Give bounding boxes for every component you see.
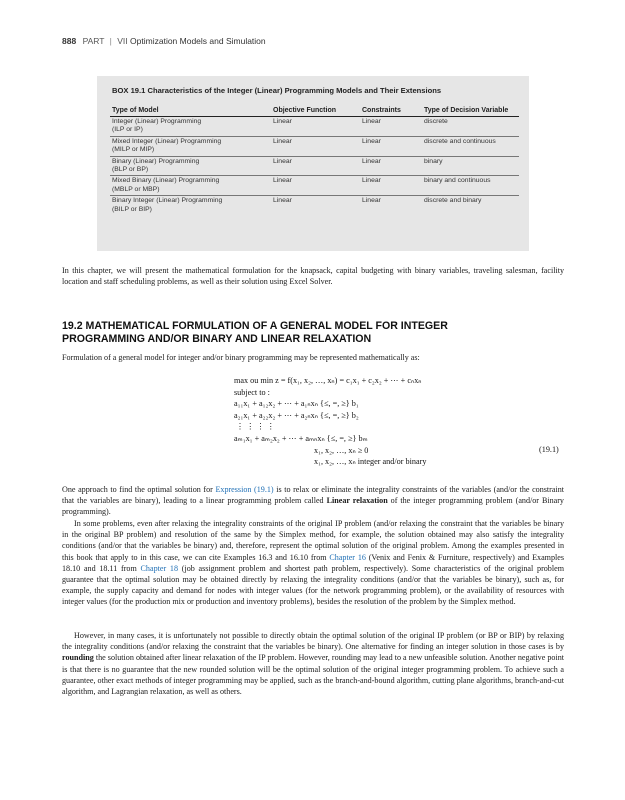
variable-cell: binary and continuous	[422, 176, 519, 196]
objective-cell: Linear	[273, 197, 292, 205]
model-cell: Mixed Binary (Linear) Programming (MBLP or MBP)	[110, 176, 271, 196]
box-table	[110, 106, 519, 215]
constraint-row-2: a₂₁x₁ + a₂₂x₂ + ⋯ + a₂ₙxₙ {≤, =, ≥} b₂	[234, 410, 359, 420]
model-cell: Integer (Linear) Programming (ILP or IP)	[110, 117, 271, 137]
model-cell: Mixed Integer (Linear) Programming (MILP or MIP)	[110, 136, 271, 156]
objective-cell: Linear	[271, 156, 360, 176]
body-paragraph-3: However, in many cases, it is unfortunately not possible to directly obtain the optimal solution of the original IP problem (or BP or BIP) by relaxing the integrality conditions (and/or relaxing the constraint that the variables be binary). One alternative for finding an integer solution in those cases is by rounding the solution obtained after linear relaxation of the IP problem. However, rounding may lead to a new unfeasible solution. Another negative point is that there is no guarantee that the new rounded solution will be the optimal solution of the original integer programming problem. To achieve such a guarantee, other exact methods of integer programming may be applied, such as the branch-and-bound algorithm, cutting plane algorithms, branch-and-cut algorithm, and Lagrangian relaxation, as well as others.	[62, 631, 564, 697]
box-title: BOX 19.1 Characteristics of the Integer (Linear) Programming Models and Their Extensions	[112, 86, 442, 95]
table-row	[110, 176, 519, 196]
model-cell: Binary Integer (Linear) Programming (BILP or BIP)	[112, 197, 223, 213]
body-paragraph-2: In some problems, even after relaxing the integrality constraints of the original IP problem (and/or relaxing the constraint that the variables be binary in the original BP problem) and resolution of the same by the Simplex method, for example, the solution obtained may also satisfy the integrality conditions (and/or that the variables be binary) and, therefore, represent the optimal solution of the original problem. Among the examples presented in this book that apply to in this case, we can cite Examples 16.3 and 16.10 from Chapter 16 (Venix and Fenix & Furniture, respectively) and Examples 18.10 and 18.11 from Chapter 18 (job assignment problem and shortest path problem, respectively). Some characteristics of the original problem guarantee that the optimal solution may be obtained directly by relaxing the integrality conditions (and/or that the variables be binary), such as, for example, the supply capacity and demand for nodes with integer values (for the network programming problem), or the availability of resources with integer values (for the production mix or production and inventory problems), besides the resolution of the problem by the Simplex method.	[62, 519, 564, 607]
header-objective-function: Objective Function	[271, 106, 360, 117]
expression-link[interactable]: Expression (19.1)	[215, 485, 274, 494]
variable-cell: binary	[422, 156, 519, 176]
table-header-row	[110, 106, 519, 117]
constraint-dots: ⋮ ⋮ ⋮ ⋮	[236, 422, 275, 432]
running-head	[62, 36, 266, 46]
constraints-cell: Linear	[362, 197, 381, 205]
variable-cell: discrete and binary	[424, 197, 482, 205]
part-number: VII	[117, 36, 128, 46]
separator: |	[109, 36, 112, 46]
constraints-cell: Linear	[360, 156, 422, 176]
model-cell: Binary (Linear) Programming (BLP or BP)	[110, 156, 271, 176]
part-label: PART	[82, 36, 105, 46]
chapter-16-link[interactable]: Chapter 16	[329, 552, 366, 562]
part-title: Optimization Models and Simulation	[130, 36, 266, 46]
intro-paragraph: In this chapter, we will present the mathematical formulation for the knapsack, capital budgeting with binary variables, traveling salesman, facility location and staff scheduling problems, as well as their solution using Excel Solver.	[62, 266, 564, 287]
constraint-row-m: aₘ₁x₁ + aₘ₂x₂ + ⋯ + aₘₙxₙ {≤, =, ≥} bₘ	[234, 433, 368, 443]
nonnegativity-line: x₁, x₂, …, xₙ ≥ 0	[314, 445, 369, 455]
objective-line: max ou min z = f(x₁, x₂, …, xₙ) = c₁x₁ + c₂x₂ + ⋯ + cₙxₙ	[234, 376, 422, 385]
constraints-cell: Linear	[360, 117, 422, 137]
table-row	[110, 136, 519, 156]
integrality-line: x₁, x₂, …, xₙ integer and/or binary	[314, 457, 427, 467]
constraints-cell: Linear	[360, 176, 422, 196]
objective-cell: Linear	[271, 136, 360, 156]
variable-cell: discrete and continuous	[422, 136, 519, 156]
section-lead: Formulation of a general model for integer and/or binary programming may be represented mathematically as:	[62, 353, 420, 362]
objective-cell: Linear	[271, 176, 360, 196]
header-type-of-model: Type of Model	[110, 106, 271, 117]
objective-cell: Linear	[271, 117, 360, 137]
body-paragraph-1: One approach to find the optimal solution for Expression (19.1) is to relax or eliminate the integrality constraints of the variables (and/or the constraint that the variables are binary), leading to a linear programming problem called Linear relaxation of the integer programming problem (and/or Binary programming).	[62, 485, 565, 517]
constraints-cell: Linear	[360, 136, 422, 156]
section-heading: 19.2 MATHEMATICAL FORMULATION OF A GENERAL MODEL FOR INTEGER PROGRAMMING AND/OR BINARY AND LINEAR RELAXATION	[62, 320, 448, 345]
constraint-row-1: a₁₁x₁ + a₁₂x₂ + ⋯ + a₁ₙxₙ {≤, =, ≥} b₁	[234, 399, 359, 409]
table-row	[110, 196, 519, 215]
page-number: 888	[62, 36, 77, 46]
variable-cell: discrete	[422, 117, 519, 137]
chapter-18-link[interactable]: Chapter 18	[140, 563, 178, 573]
header-constraints: Constraints	[360, 106, 422, 117]
box-19-1	[97, 76, 529, 251]
table-row	[110, 156, 519, 176]
subject-to-line: subject to :	[234, 387, 270, 397]
table-row	[110, 117, 519, 137]
equation-number: (19.1)	[539, 445, 559, 454]
header-decision-variable: Type of Decision Variable	[422, 106, 519, 117]
equation-19-1	[234, 375, 426, 468]
